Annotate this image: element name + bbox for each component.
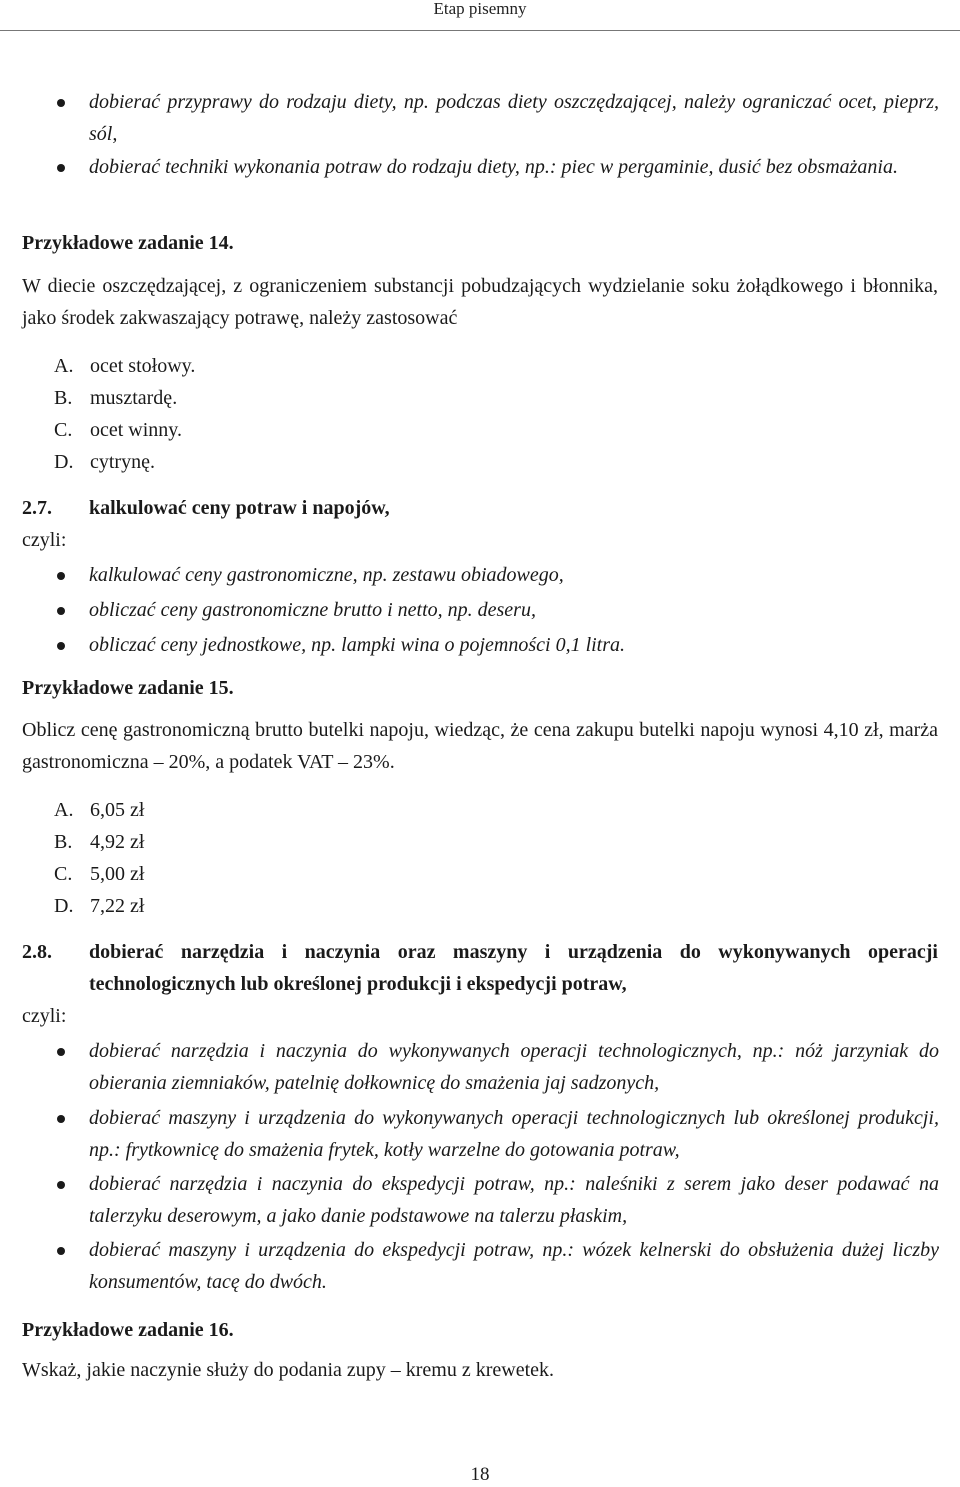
section-title: dobierać narzędzia i naczynia oraz maszyny i urządzenia do wykonywanych operacji technologicznych lub określonej produkcji i ekspedycji potraw,: [89, 941, 938, 995]
option-text: ocet stołowy.: [90, 355, 196, 377]
intro-bullet-2: dobierać techniki wykonania potraw do rodzaju diety, np.: piec w pergaminie, dusić bez obsmażania.: [89, 151, 939, 183]
task14-option-b: [54, 382, 554, 414]
section-2-8-bullet-1: dobierać narzędzia i naczynia do wykonywanych operacji technologicznych, np.: nóż jarzyniak do obierania ziemniaków, patelnię dołkownicę do smażenia jaj sadzonych,: [89, 1035, 939, 1099]
section-title: kalkulować ceny potraw i napojów,: [89, 497, 390, 519]
option-text: 5,00 zł: [90, 863, 145, 885]
option-text: cytrynę.: [90, 451, 155, 473]
section-2-8-bullet-3: dobierać narzędzia i naczynia do ekspedycji potraw, np.: naleśniki z serem jako deser podawać na talerzyku deserowym, a jako danie podstawowe na talerzu płaskim,: [89, 1168, 939, 1232]
task16-heading: Przykładowe zadanie 16.: [22, 1319, 234, 1341]
task15-heading: Przykładowe zadanie 15.: [22, 677, 234, 699]
header-divider: [0, 30, 960, 31]
section-2-8-bullet-4: dobierać maszyny i urządzenia do ekspedycji potraw, np.: wózek kelnerski do obsłużenia dużej liczby konsumentów, tacę do dwóch.: [89, 1234, 939, 1298]
option-letter: D.: [54, 895, 74, 917]
task15-option-d: [54, 890, 554, 922]
option-letter: A.: [54, 799, 74, 821]
task14-option-a: [54, 350, 554, 382]
task15-option-a: [54, 794, 554, 826]
task15-question: Oblicz cenę gastronomiczną brutto butelki napoju, wiedząc, że cena zakupu butelki napoju wynosi 4,10 zł, marża gastronomiczna – 20%, a podatek VAT – 23%.: [22, 719, 938, 773]
option-text: 4,92 zł: [90, 831, 145, 853]
task14-question: W diecie oszczędzającej, z ograniczeniem substancji pobudzających wydzielanie soku żołądkowego i błonnika, jako środek zakwaszający potrawę, należy zastosować: [22, 275, 938, 329]
intro-bullet-1: dobierać przyprawy do rodzaju diety, np. podczas diety oszczędzającej, należy ograniczać ocet, pieprz, sól,: [89, 86, 939, 150]
task15-option-b: [54, 826, 554, 858]
option-text: 7,22 zł: [90, 895, 145, 917]
page-number: 18: [470, 1464, 490, 1485]
option-letter: C.: [54, 863, 73, 885]
task16-question: Wskaż, jakie naczynie służy do podania zupy – kremu z krewetek.: [22, 1359, 555, 1381]
option-letter: B.: [54, 387, 73, 409]
task14-option-d: [54, 446, 554, 478]
running-header: Etap pisemny: [433, 0, 527, 18]
option-text: musztardę.: [90, 387, 178, 409]
option-letter: D.: [54, 451, 74, 473]
section-2-7-bullet-1: kalkulować ceny gastronomiczne, np. zestawu obiadowego,: [89, 559, 939, 591]
task14-heading: Przykładowe zadanie 14.: [22, 232, 234, 254]
option-text: ocet winny.: [90, 419, 183, 441]
section-2-7-bullet-2: obliczać ceny gastronomiczne brutto i netto, np. deseru,: [89, 594, 939, 626]
section-2-8-bullet-2: dobierać maszyny i urządzenia do wykonywanych operacji technologicznych lub określonej produkcji, np.: frytkownicę do smażenia frytek, kotły warzelne do gotowania potraw,: [89, 1102, 939, 1166]
option-text: 6,05 zł: [90, 799, 145, 821]
section-number: 2.8.: [22, 941, 52, 963]
option-letter: A.: [54, 355, 74, 377]
task14-option-c: [54, 414, 554, 446]
section-number: 2.7.: [22, 497, 52, 519]
section-2-7-czyli: czyli:: [22, 529, 67, 551]
section-2-7-bullet-3: obliczać ceny jednostkowe, np. lampki wina o pojemności 0,1 litra.: [89, 629, 939, 661]
section-2-8-czyli: czyli:: [22, 1005, 67, 1027]
option-letter: C.: [54, 419, 73, 441]
option-letter: B.: [54, 831, 73, 853]
task15-option-c: [54, 858, 554, 890]
